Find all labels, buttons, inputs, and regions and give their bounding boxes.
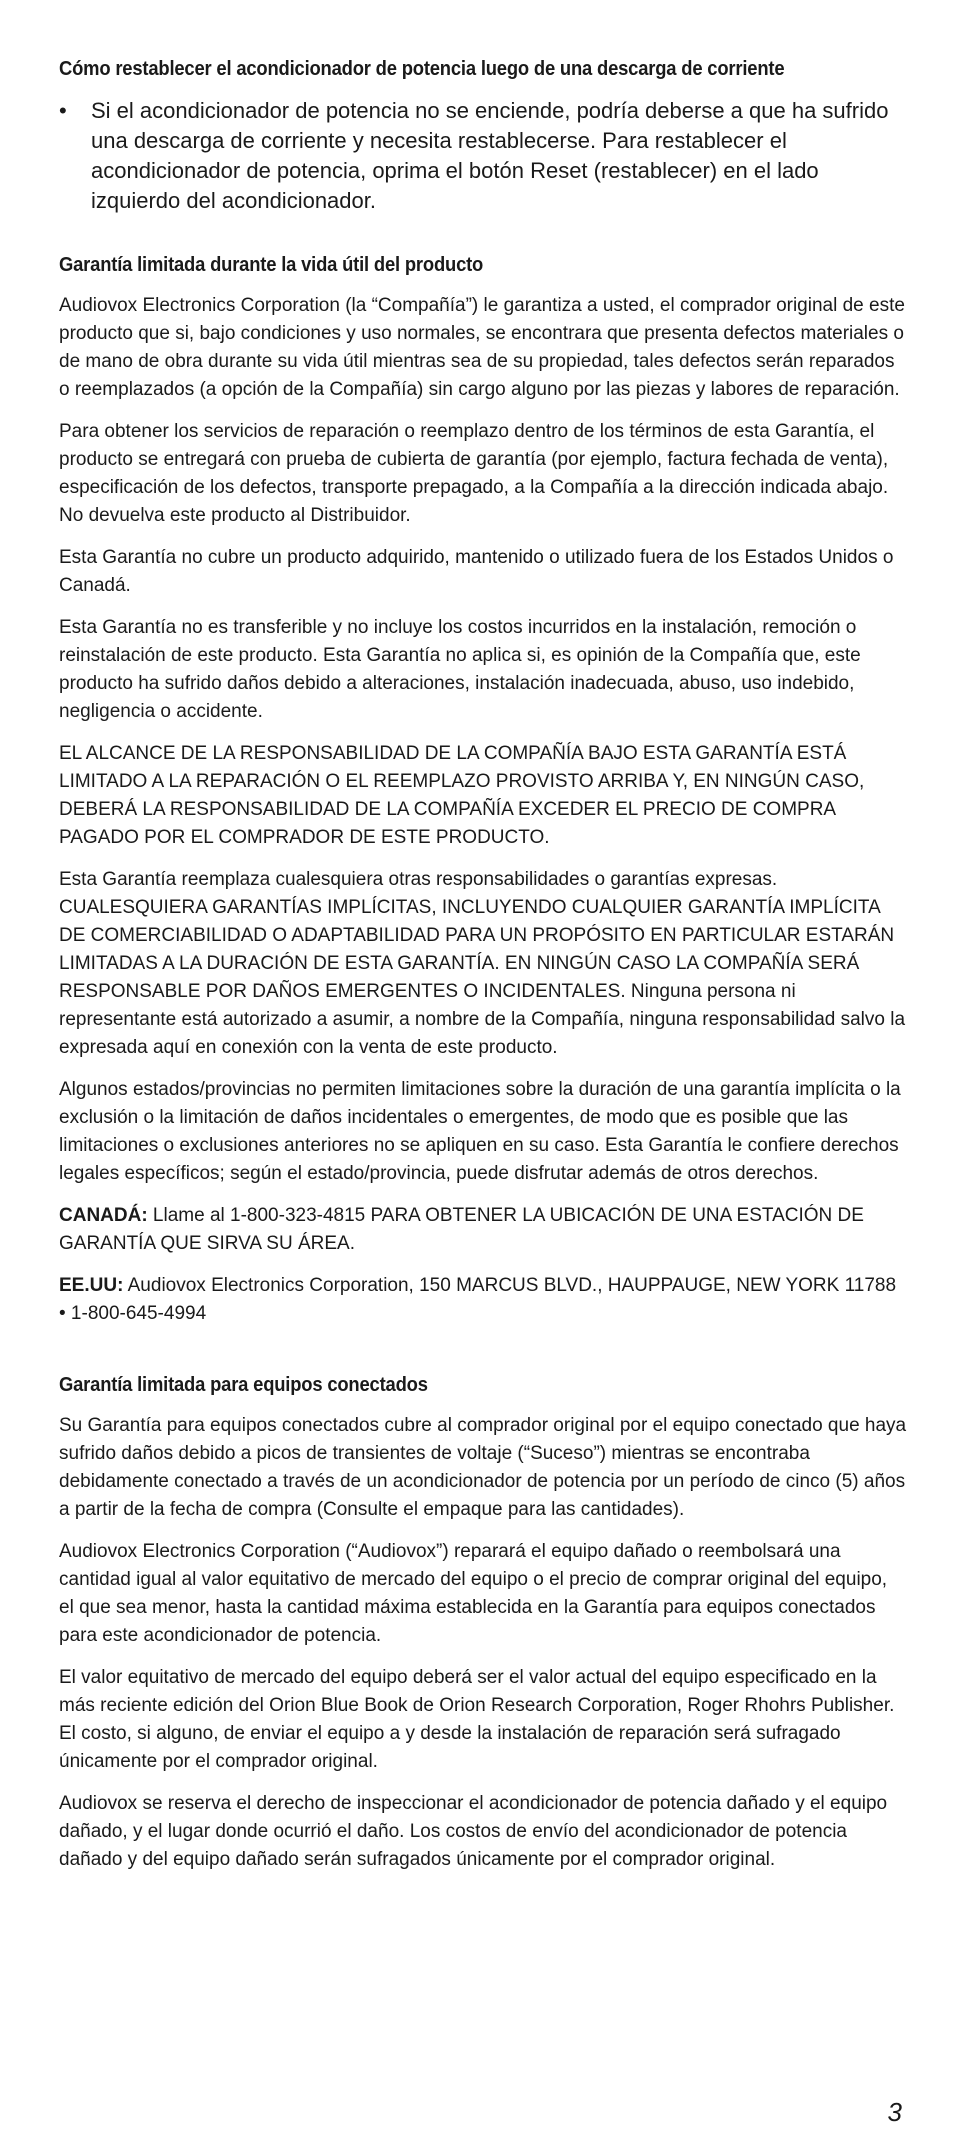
reset-heading: Cómo restablecer el acondicionador de potencia luego de una descarga de corriente — [59, 58, 785, 80]
warranty-paragraph: Esta Garantía reemplaza cualesquiera otras responsabilidades o garantías expresas. CUALESQUIERA GARANTÍAS IMPLÍCITAS, INCLUYENDO CUALQUIER GARANTÍA IMPLÍCITA DE COMERCIABILIDAD O ADAPTABILIDAD PARA UN PROPÓSITO EN PARTICULAR ESTARÁN LIMITADAS A LA DURACIÓN DE ESTA GARANTÍA. EN NINGÚN CASO LA COMPAÑÍA SERÁ RESPONSABLE POR DAÑOS EMERGENTES O INCIDENTALES. Ninguna persona ni representante está autorizado a asumir, a nombre de la Compañía, ninguna responsabilidad salvo la expresada aquí en conexión con la venta de este producto. — [59, 869, 906, 1058]
bullet-dot: • — [59, 98, 67, 123]
usa-text: Audiovox Electronics Corporation, 150 MARCUS BLVD., HAUPPAUGE, NEW YORK 11788 • 1-800-645-4994 — [59, 1275, 897, 1324]
connected-paragraph: Audiovox Electronics Corporation (“Audiovox”) reparará el equipo dañado o reembolsará una cantidad igual al valor equitativo de mercado del equipo o el precio de comprar original del equipo, el que sea menor, hasta la cantidad máxima establecida en la Garantía para equipos conectados para este acondicionador de potencia. — [59, 1541, 888, 1646]
canada-label: CANADÁ: — [59, 1205, 148, 1226]
canada-contact — [59, 1202, 907, 1258]
lifetime-warranty-heading: Garantía limitada durante la vida útil del producto — [59, 254, 484, 276]
warranty-paragraph: Esta Garantía no es transferible y no incluye los costos incurridos en la instalación, remoción o reinstalación de este producto. Esta Garantía no aplica si, es opinión de la Compañía que, este producto ha sufrido daños debido a alteraciones, instalación inadecuada, abuso, uso indebido, negligencia o accidente. — [59, 617, 861, 722]
connected-paragraph: Audiovox se reserva el derecho de inspeccionar el acondicionador de potencia dañado y el equipo dañado, y el lugar donde ocurrió el daño. Los costos de envío del acondicionador de potencia dañado y del equipo dañado serán sufragados únicamente por el comprador original. — [59, 1793, 888, 1870]
connected-paragraph: Su Garantía para equipos conectados cubre al comprador original por el equipo conectado que haya sufrido daños debido a picos de transientes de voltaje (“Suceso”) mientras se encontraba debidamente conectado a través de un acondicionador de potencia por un período de cinco (5) años a partir de la fecha de compra (Consulte el empaque para las cantidades). — [59, 1415, 907, 1520]
warranty-paragraph: EL ALCANCE DE LA RESPONSABILIDAD DE LA COMPAÑÍA BAJO ESTA GARANTÍA ESTÁ LIMITADO A LA REPARACIÓN O EL REEMPLAZO PROVISTO ARRIBA Y, EN NINGÚN CASO, DEBERÁ LA RESPONSABILIDAD DE LA COMPAÑÍA EXCEDER EL PRECIO DE COMPRA PAGADO POR EL COMPRADOR DE ESTE PRODUCTO. — [59, 743, 865, 848]
page-number: 3 — [887, 2097, 902, 2127]
connected-paragraph: El valor equitativo de mercado del equipo deberá ser el valor actual del equipo especificado en la más reciente edición del Orion Blue Book de Orion Research Corporation, Roger Rhohrs Publisher. El costo, si alguno, de enviar el equipo a y desde la instalación de reparación será sufragado únicamente por el comprador original. — [59, 1667, 895, 1772]
warranty-paragraph: Algunos estados/provincias no permiten limitaciones sobre la duración de una garantía implícita o la exclusión o la limitación de daños incidentales o emergentes, de modo que es posible que las limitaciones o exclusiones anteriores no se apliquen en su caso. Esta Garantía le confiere derechos legales específicos; según el estado/provincia, puede disfrutar además de otros derechos. — [59, 1079, 901, 1184]
document-page — [59, 56, 907, 1888]
reset-section — [59, 56, 907, 216]
usa-contact — [59, 1272, 907, 1328]
canada-text: Llame al 1-800-323-4815 PARA OBTENER LA UBICACIÓN DE UNA ESTACIÓN DE GARANTÍA QUE SIRVA SU ÁREA. — [59, 1205, 864, 1254]
warranty-paragraph: Audiovox Electronics Corporation (la “Compañía”) le garantiza a usted, el comprador original de este producto que si, bajo condiciones y uso normales, se encontrara que presenta defectos materiales o de mano de obra durante su vida útil mientras sea de su propiedad, tales defectos serán reparados o reemplazados (a opción de la Compañía) sin cargo alguno por las piezas y labores de reparación. — [59, 295, 905, 400]
connected-equipment-section — [59, 1372, 907, 1874]
warranty-paragraph: Esta Garantía no cubre un producto adquirido, mantenido o utilizado fuera de los Estados Unidos o Canadá. — [59, 547, 894, 596]
lifetime-warranty-section — [59, 252, 907, 1328]
warranty-paragraph: Para obtener los servicios de reparación o reemplazo dentro de los términos de esta Garantía, el producto se entregará con prueba de cubierta de garantía (por ejemplo, factura fechada de venta), especificación de los defectos, transporte prepagado, a la Compañía a la dirección indicada abajo. No devuelva este producto al Distribuidor. — [59, 421, 889, 526]
connected-equipment-heading: Garantía limitada para equipos conectados — [59, 1374, 428, 1396]
reset-bullet — [59, 96, 907, 216]
reset-bullet-text: Si el acondicionador de potencia no se enciende, podría deberse a que ha sufrido una descarga de corriente y necesita restablecerse. Para restablecer el acondicionador de potencia, oprima el botón Reset (restablecer) en el lado izquierdo del acondicionador. — [91, 98, 889, 213]
usa-label: EE.UU: — [59, 1275, 124, 1296]
